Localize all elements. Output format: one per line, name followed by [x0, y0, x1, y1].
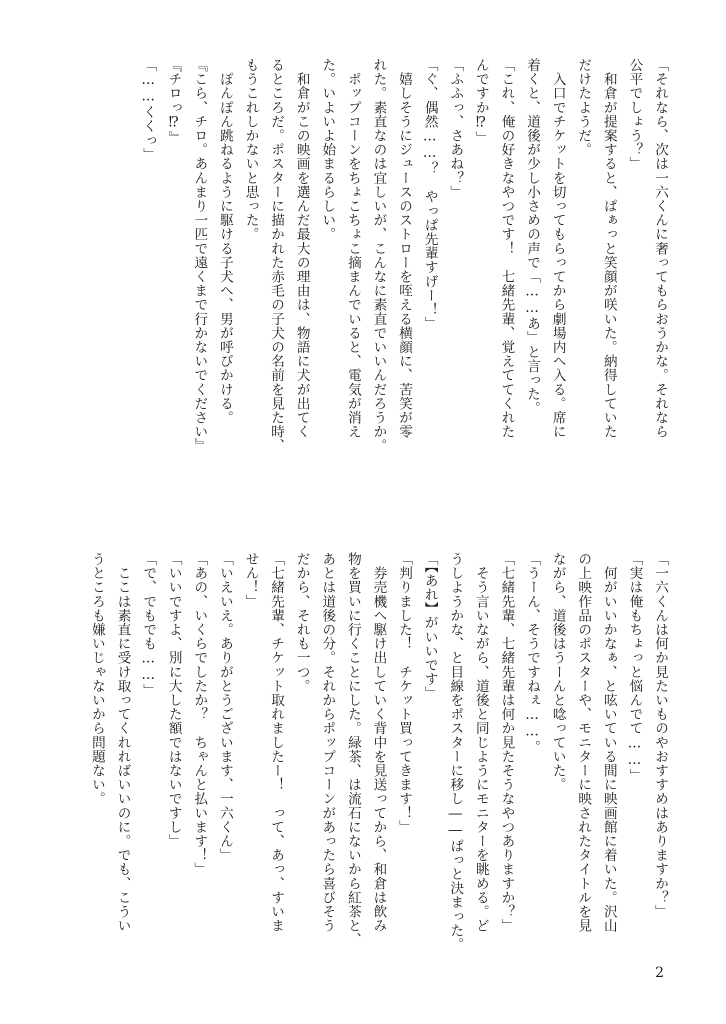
text-line: 着くと、道後が少し小さめの声で「……あ」と言った。: [524, 58, 541, 416]
text-line: 「それなら、次は一六くんに奢ってもらおうかな。それなら: [652, 58, 668, 439]
text-block-lower: [83, 552, 672, 982]
text-block-upper: [135, 58, 672, 506]
text-line: 「いえいえ。ありがとうございます、一六くん」: [216, 552, 233, 863]
text-line: 何がいいかなぁ、と呟いている間に映画館に着いた。沢山: [600, 552, 617, 933]
text-line: 『こら、チロ。あんまり一匹で遠くまで行かないでください』: [191, 58, 208, 453]
text-line: 「七緒先輩、チケット取れましたー！ って、あっ、すいま: [268, 552, 285, 933]
text-line: ポップコーンをちょこちょこ摘まんでいると、電気が消え: [344, 58, 361, 439]
text-line: 入口でチケットを切ってもらってから劇場内へ入る。席に: [549, 58, 566, 439]
text-line: ぽんぽん跳ねるように駆ける子犬へ、男が呼びかける。: [216, 58, 233, 425]
text-line: 和倉がこの映画を選んだ最大の理由は、物語に犬が出てく: [293, 58, 310, 439]
text-line: んですか⁉」: [472, 58, 489, 145]
text-line: 「ふふっ、さあね？」: [447, 58, 464, 199]
text-line: 「いいですよ、別に大した額ではないですし」: [165, 552, 182, 849]
text-line: 公平でしょう？」: [626, 58, 643, 171]
text-line: 「……くくっ」: [140, 58, 157, 162]
text-line: れた。素直なのは宜しいが、こんなに素直でいいんだろうか。: [370, 58, 387, 453]
page-number: 2: [655, 965, 664, 981]
text-line: 「判りました！ チケット買ってきます！」: [396, 552, 413, 834]
text-line: 「あの、いくらでしたか？ ちゃんと払います！」: [191, 552, 208, 877]
text-line: 「七緒先輩、七緒先輩は何か見たそうなやつありますか？」: [498, 552, 515, 933]
text-line: だから、それも一つ。: [293, 552, 310, 693]
text-line: 券売機へ駆け出していく背中を見送ってから、和倉は飲み: [370, 552, 387, 933]
text-line: 『チロっ⁉』: [165, 58, 182, 145]
text-line: そう言いながら、道後と同じようにモニターを眺める。ど: [472, 552, 489, 933]
text-line: 「一六くんは何か見たいものやおすすめはありますか？」: [652, 552, 668, 919]
text-line: 嬉しそうにジュースのストローを咥える横顔に、苦笑が零: [396, 58, 413, 439]
text-line: 「で、でもでも……」: [140, 552, 157, 698]
text-line: 「うーん、そうですねぇ……。: [524, 552, 541, 755]
text-line: あとは道後の分。それからポップコーンがあったら喜びそう: [319, 552, 336, 933]
text-line: ここは素直に受け取ってくれればいいのに。でも、こうい: [114, 552, 131, 933]
text-line: せん！」: [242, 552, 259, 609]
text-line: もうこれしかないと思った。: [242, 58, 259, 242]
text-line: 「ぐ、偶然……？ やっぱ先輩すげー！」: [421, 58, 438, 331]
text-line: 物を買いに行くことにした。緑茶、は流石にないから紅茶と、: [344, 552, 361, 947]
text-line: うところも嫌いじゃないから問題ない。: [88, 552, 105, 806]
text-line: ながら、道後はうーんと唸っていた。: [549, 552, 566, 792]
text-line: の上映作品のポスターや、モニターに映されたタイトルを見: [575, 552, 592, 933]
text-line: た。いよいよ始まるらしい。: [319, 58, 336, 242]
text-line: るところだ。ポスターに描かれた赤毛の子犬の名前を見た時、: [268, 58, 285, 453]
text-line: 「実は俺もちょっと悩んでて……」: [626, 552, 643, 783]
text-line: 「【あれ】がいいです」: [421, 552, 438, 701]
text-line: だけたようだ。: [575, 58, 592, 157]
text-line: 和倉が提案すると、ぱぁっと笑顔が咲いた。納得していた: [600, 58, 617, 439]
text-line: 「これ、俺の好きなやつです！ 七緒先輩、覚えててくれた: [498, 58, 515, 439]
text-line: うしようかな、と目線をポスターに移し――ぱっと決まった。: [447, 552, 464, 952]
